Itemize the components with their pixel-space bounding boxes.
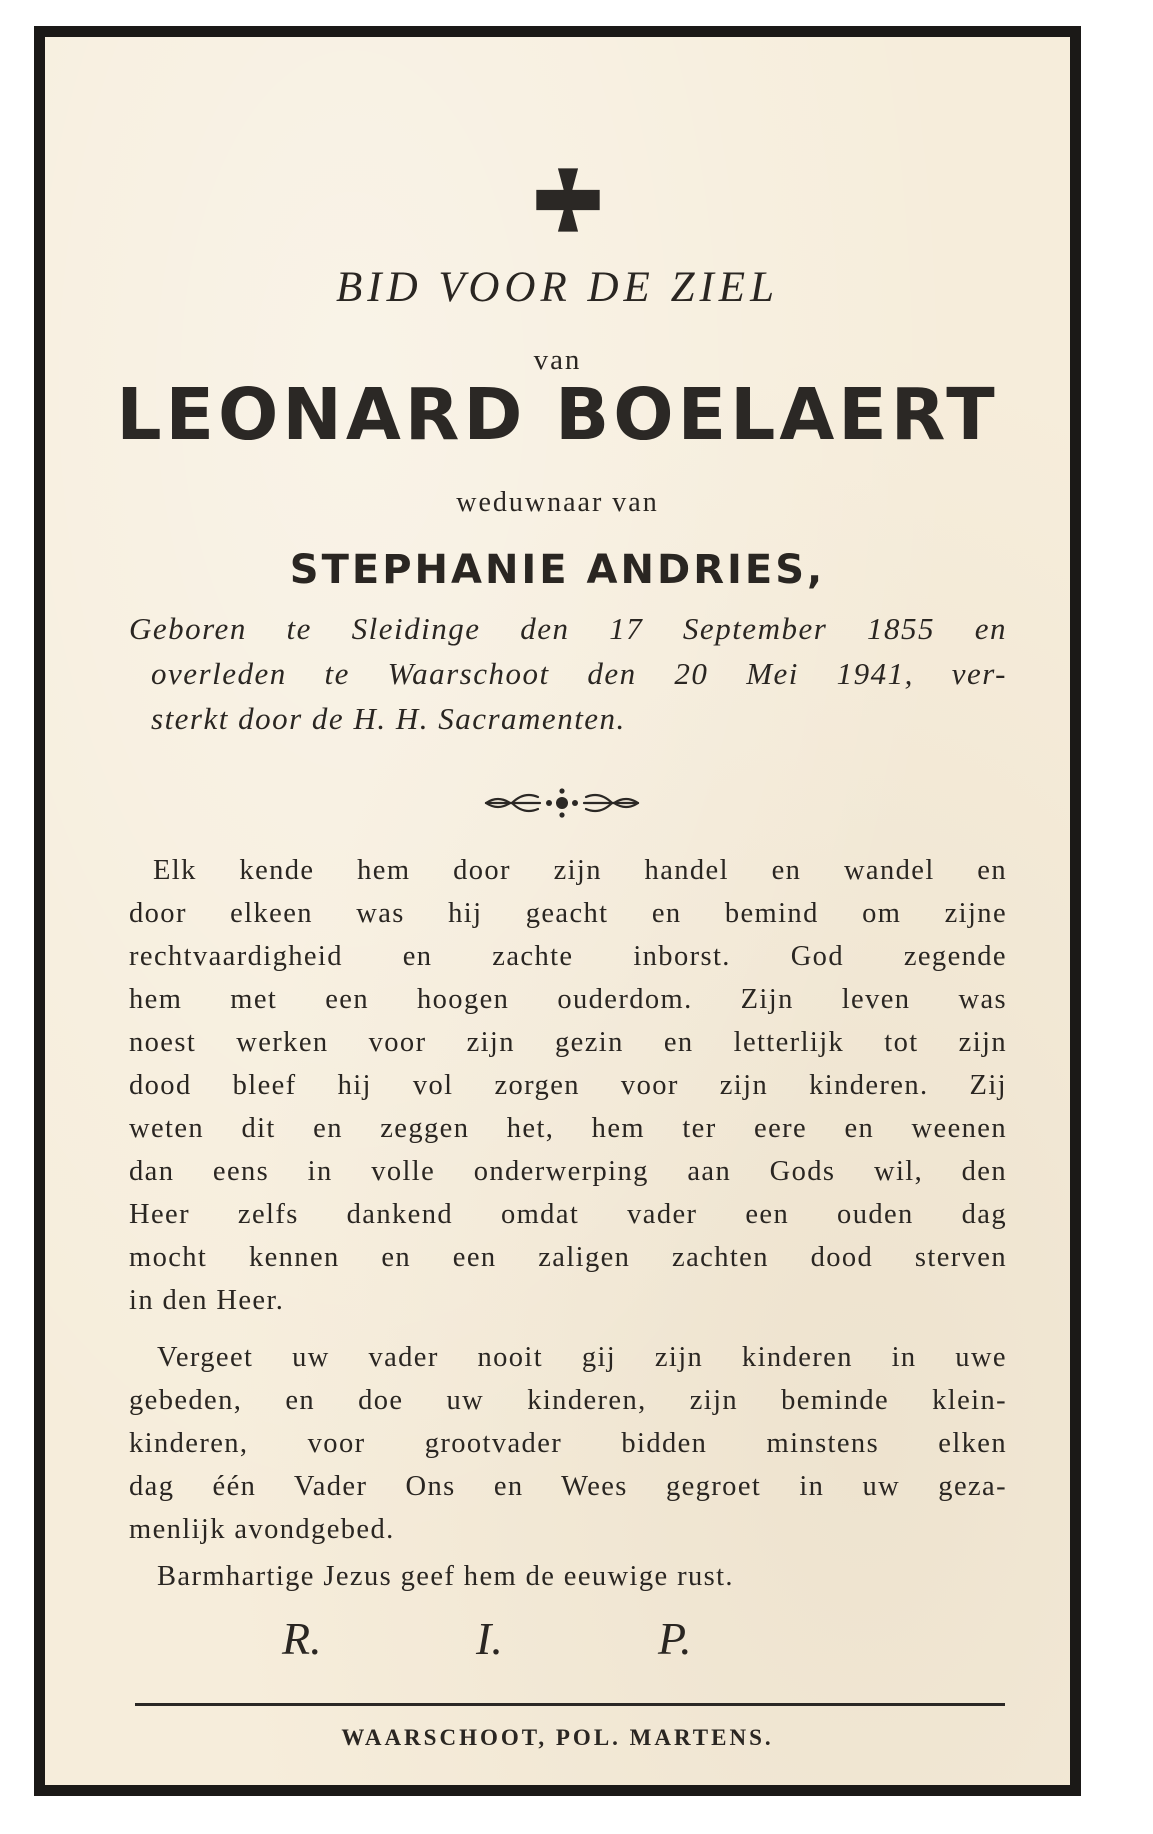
divider-rule xyxy=(135,1703,1005,1706)
tribute-line: menlijk avondgebed. xyxy=(129,1514,395,1545)
closing-prayer: Barmhartige Jezus geef hem de eeuwige rust. xyxy=(157,1561,734,1592)
tribute-line: Vergeet uw vader nooit gij zijn kinderen in uwe xyxy=(157,1342,1007,1373)
printer-imprint: WAARSCHOOT, POL. MARTENS. xyxy=(341,1725,774,1750)
iron-cross-icon xyxy=(532,164,604,236)
tribute-line: in den Heer. xyxy=(129,1285,285,1316)
tribute-line: hem met een hoogen ouderdom. Zijn leven was xyxy=(129,984,1007,1015)
decorative-flourish-icon xyxy=(482,785,642,821)
memorial-card xyxy=(34,26,1081,1796)
card-heading: BID VOOR DE ZIEL xyxy=(336,264,779,311)
rip-letter-p: P. xyxy=(658,1613,692,1664)
tribute-line: weten dit en zeggen het, hem ter eere en weenen xyxy=(129,1113,1007,1144)
tribute-line: dood bleef hij vol zorgen voor zijn kinderen. Zij xyxy=(129,1070,1007,1101)
tribute-line: noest werken voor zijn gezin en letterlijk tot zijn xyxy=(129,1027,1007,1058)
rip-letter-i: I. xyxy=(476,1613,503,1664)
tribute-line: door elkeen was hij geacht en bemind om zijne xyxy=(129,898,1007,929)
deceased-name: LEONARD BOELAERT xyxy=(116,373,999,456)
rip-letter-r: R. xyxy=(282,1613,322,1664)
tribute-line: gebeden, en doe uw kinderen, zijn beminde klein- xyxy=(129,1385,1007,1416)
dates-line: Geboren te Sleidinge den 17 September 1855 en xyxy=(129,611,1007,646)
dates-line: sterkt door de H. H. Sacramenten. xyxy=(151,701,626,736)
tribute-line: rechtvaardigheid en zachte inborst. God zegende xyxy=(129,941,1007,972)
tribute-line: mocht kennen en een zaligen zachten dood sterven xyxy=(129,1242,1007,1273)
tribute-line: Heer zelfs dankend omdat vader een ouden dag xyxy=(129,1199,1007,1230)
spouse-name: STEPHANIE ANDRIES, xyxy=(289,547,826,593)
tribute-line: kinderen, voor grootvader bidden minstens elken xyxy=(129,1428,1007,1459)
relation-label: weduwnaar van xyxy=(456,487,659,518)
tribute-line: dan eens in volle onderwerping aan Gods wil, den xyxy=(129,1156,1007,1187)
tribute-line: Elk kende hem door zijn handel en wandel en xyxy=(153,855,1007,886)
van-label: van xyxy=(533,344,582,376)
tribute-line: dag één Vader Ons en Wees gegroet in uw geza- xyxy=(129,1471,1007,1502)
dates-line: overleden te Waarschoot den 20 Mei 1941, ver- xyxy=(151,656,1007,691)
